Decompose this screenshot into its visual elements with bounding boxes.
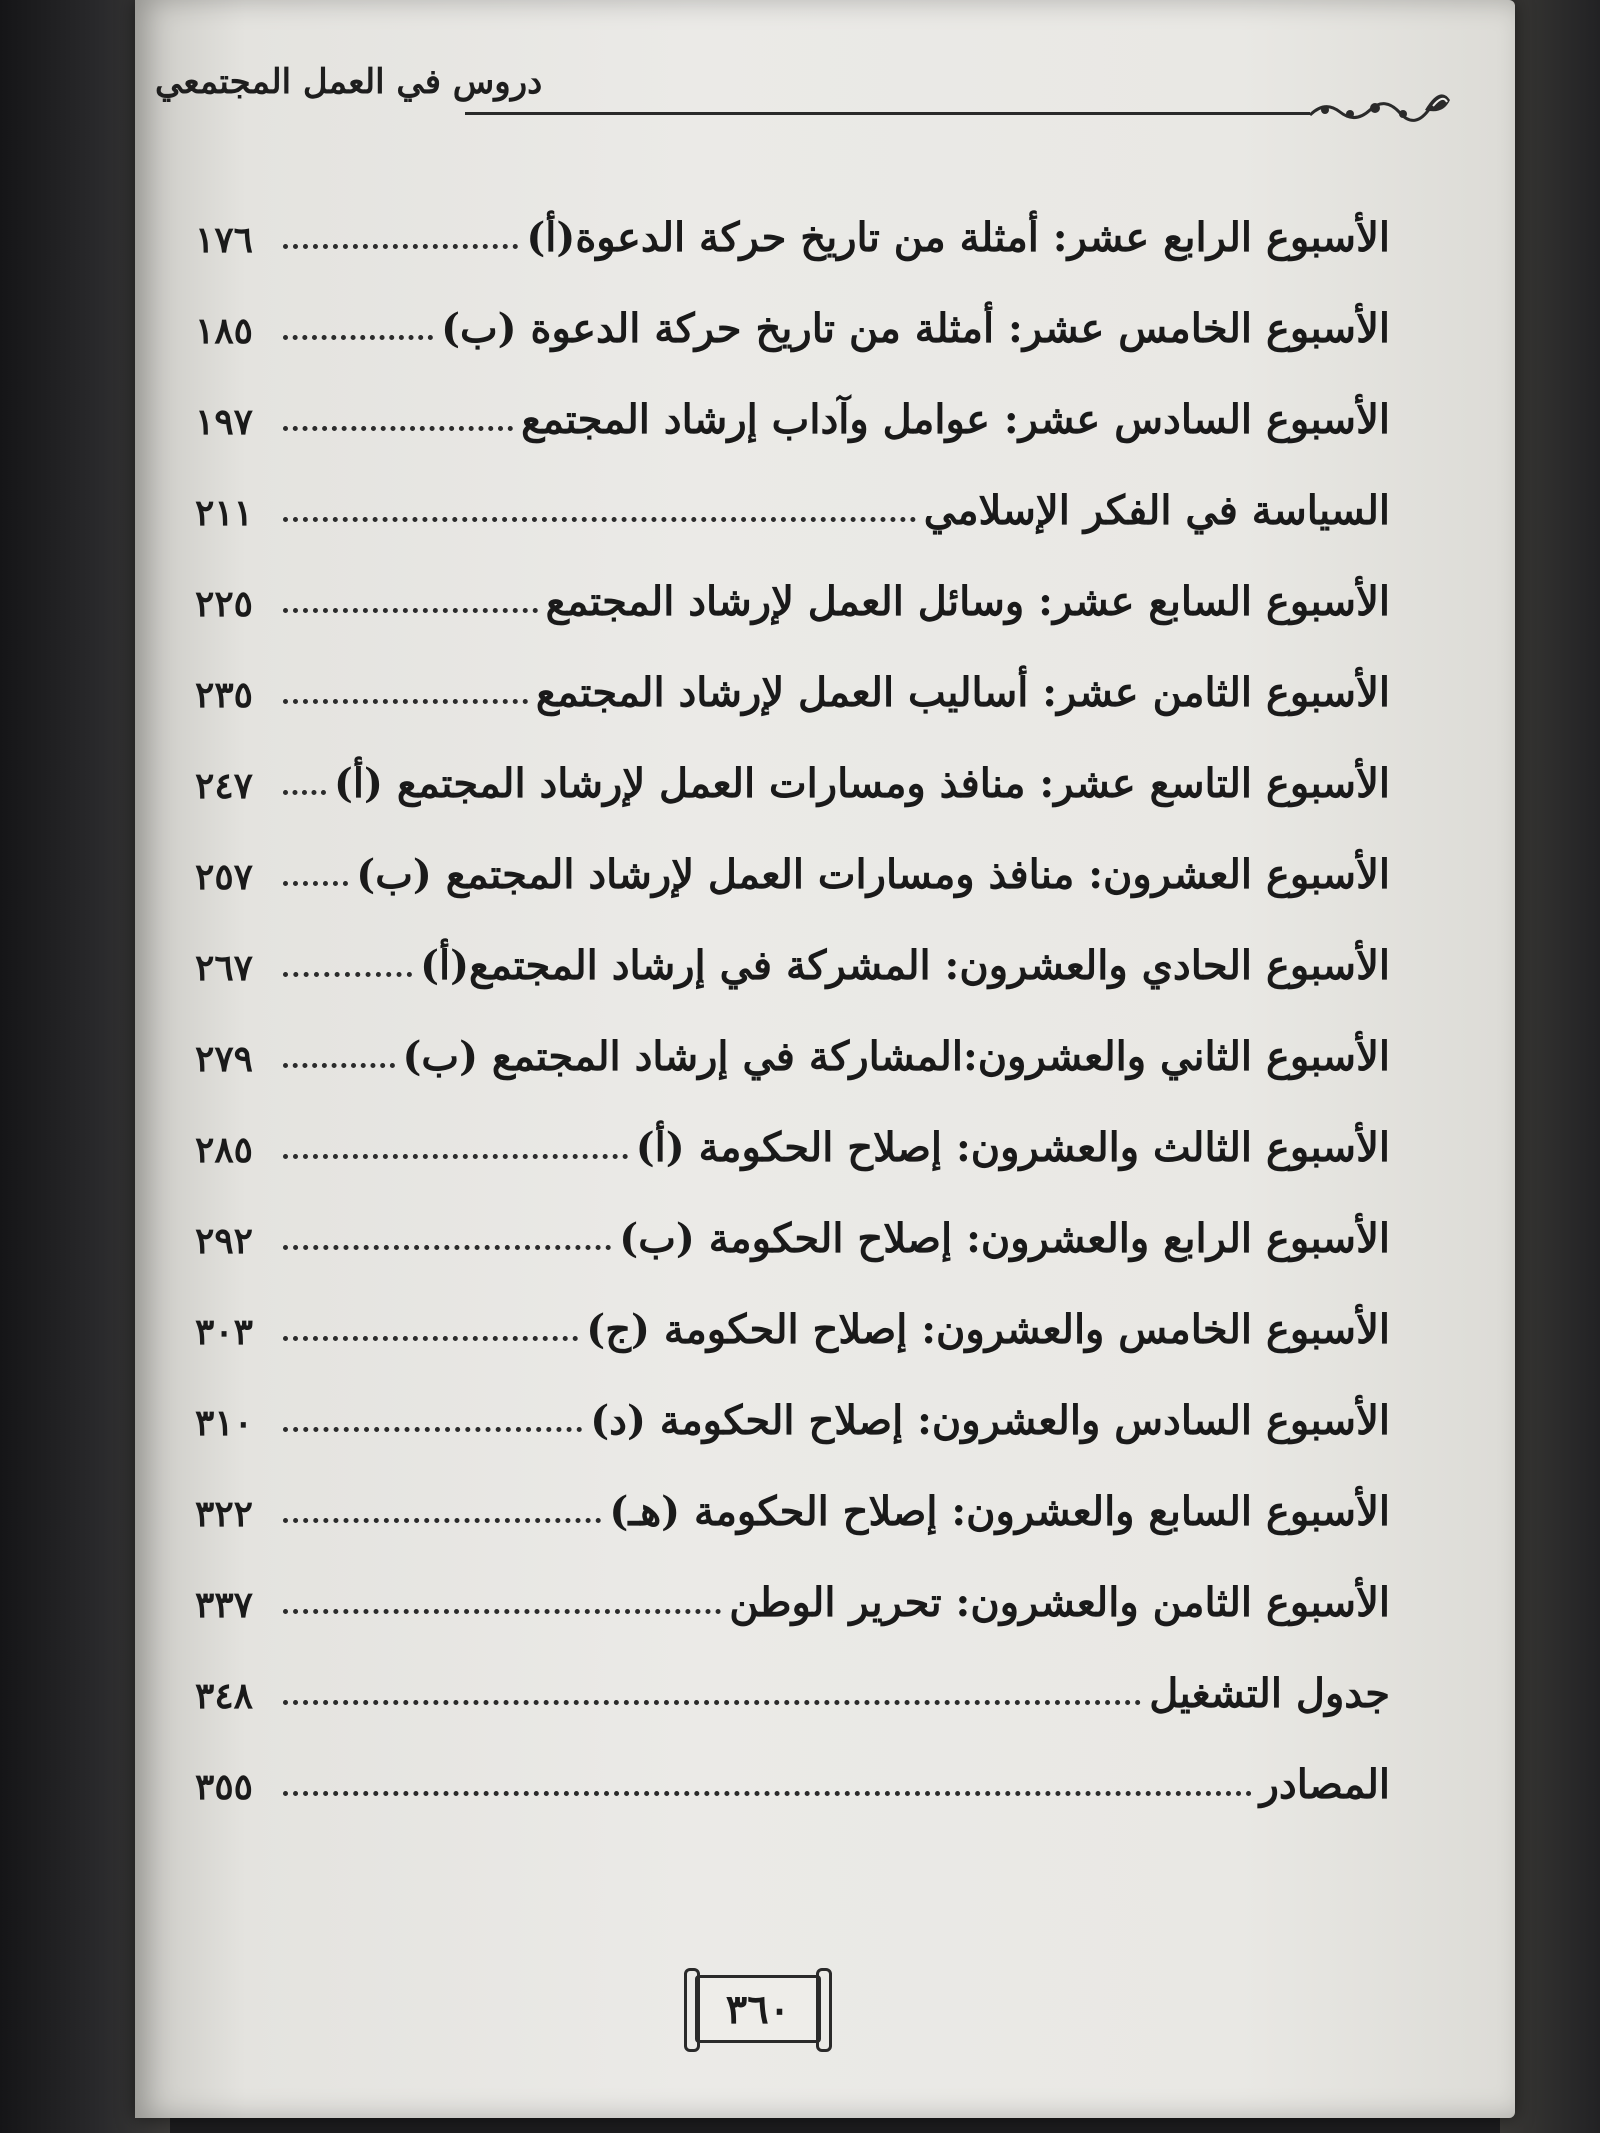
toc-entry-page: ٢٧٩ xyxy=(195,1038,254,1080)
page-number: ٣٦٠ xyxy=(695,1975,821,2043)
toc-entry xyxy=(195,261,1390,352)
toc-entry xyxy=(195,989,1390,1080)
toc-leader-dots xyxy=(283,335,433,340)
toc-entry-title: الأسبوع الرابع والعشرون: إصلاح الحكومة (ب) xyxy=(619,1215,1390,1262)
toc-entry-page: ٢٣٥ xyxy=(195,674,254,716)
toc-entry-page: ٣٥٥ xyxy=(195,1766,254,1808)
book-page xyxy=(135,0,1515,2118)
toc-leader-dots xyxy=(283,1063,395,1068)
desk-background-right xyxy=(1500,0,1600,2133)
toc-leader-dots xyxy=(283,517,916,522)
toc-entry-page: ١٨٥ xyxy=(195,310,254,352)
table-of-contents xyxy=(195,170,1390,1808)
toc-entry xyxy=(195,1353,1390,1444)
toc-leader-dots xyxy=(283,1791,1252,1796)
toc-leader-dots xyxy=(283,426,513,431)
toc-entry xyxy=(195,1535,1390,1626)
toc-entry xyxy=(195,625,1390,716)
toc-entry-page: ٣٢٢ xyxy=(195,1493,254,1535)
header-rule xyxy=(465,112,1310,115)
toc-leader-dots xyxy=(283,972,412,977)
toc-entry-page: ٣٣٧ xyxy=(195,1584,254,1626)
toc-entry-page: ٣١٠ xyxy=(195,1402,254,1444)
toc-entry-title: الأسبوع الخامس والعشرون: إصلاح الحكومة (ج) xyxy=(586,1306,1390,1353)
toc-entry-page: ٢٦٧ xyxy=(195,947,254,989)
toc-entry xyxy=(195,534,1390,625)
toc-entry-title: الأسبوع الثالث والعشرون: إصلاح الحكومة (أ) xyxy=(635,1124,1390,1171)
toc-leader-dots xyxy=(283,608,538,613)
toc-entry xyxy=(195,1262,1390,1353)
toc-leader-dots xyxy=(283,1518,601,1523)
toc-entry-title: الأسبوع السادس والعشرون: إصلاح الحكومة (د) xyxy=(590,1397,1390,1444)
toc-entry-page: ٢٥٧ xyxy=(195,856,254,898)
toc-entry-title: الأسبوع الثامن والعشرون: تحرير الوطن xyxy=(729,1579,1390,1626)
toc-leader-dots xyxy=(283,790,326,795)
toc-leader-dots xyxy=(283,244,518,249)
toc-entry-page: ٢٨٥ xyxy=(195,1129,254,1171)
toc-entry-title: الأسبوع العشرون: منافذ ومسارات العمل لإرشاد المجتمع (ب) xyxy=(356,851,1390,898)
toc-entry xyxy=(195,807,1390,898)
toc-leader-dots xyxy=(283,1700,1141,1705)
toc-entry-title: جدول التشغيل xyxy=(1149,1670,1390,1717)
toc-entry-page: ١٧٦ xyxy=(195,219,254,261)
toc-leader-dots xyxy=(283,699,528,704)
toc-entry xyxy=(195,1444,1390,1535)
toc-entry xyxy=(195,1080,1390,1171)
toc-entry xyxy=(195,352,1390,443)
toc-entry-title: الأسبوع التاسع عشر: منافذ ومسارات العمل لإرشاد المجتمع (أ) xyxy=(333,760,1390,807)
toc-entry xyxy=(195,170,1390,261)
toc-entry-title: الأسبوع السابع والعشرون: إصلاح الحكومة (هـ) xyxy=(609,1488,1390,1535)
toc-entry-title: الأسبوع الثاني والعشرون:المشاركة في إرشاد المجتمع (ب) xyxy=(402,1033,1390,1080)
toc-entry xyxy=(195,1626,1390,1717)
toc-leader-dots xyxy=(283,1154,628,1159)
toc-entry-page: ٢٤٧ xyxy=(195,765,254,807)
toc-leader-dots xyxy=(283,1245,611,1250)
toc-entry xyxy=(195,716,1390,807)
running-title: دروس في العمل المجتمعي xyxy=(155,62,543,102)
toc-entry-page: ٣٠٣ xyxy=(195,1311,254,1353)
toc-leader-dots xyxy=(283,881,348,886)
toc-entry xyxy=(195,443,1390,534)
page-header xyxy=(155,62,1445,132)
toc-entry xyxy=(195,898,1390,989)
toc-entry-title: السياسة في الفكر الإسلامي xyxy=(923,487,1390,534)
toc-entry-title: الأسبوع الثامن عشر: أساليب العمل لإرشاد المجتمع xyxy=(535,669,1390,716)
toc-leader-dots xyxy=(283,1336,578,1341)
toc-entry-title: الأسبوع السابع عشر: وسائل العمل لإرشاد المجتمع xyxy=(545,578,1390,625)
toc-entry-title: الأسبوع السادس عشر: عوامل وآداب إرشاد المجتمع xyxy=(521,396,1390,443)
floral-ornament-icon xyxy=(1305,80,1455,130)
toc-entry xyxy=(195,1171,1390,1262)
toc-entry-title: الأسبوع الحادي والعشرون: المشركة في إرشاد المجتمع(أ) xyxy=(420,942,1390,989)
toc-entry xyxy=(195,1717,1390,1808)
toc-entry-title: الأسبوع الخامس عشر: أمثلة من تاريخ حركة الدعوة (ب) xyxy=(441,305,1390,352)
toc-entry-page: ٢٢٥ xyxy=(195,583,254,625)
toc-entry-title: المصادر xyxy=(1259,1761,1390,1808)
toc-entry-page: ٢١١ xyxy=(195,492,254,534)
toc-entry-title: الأسبوع الرابع عشر: أمثلة من تاريخ حركة الدعوة(أ) xyxy=(526,214,1390,261)
toc-leader-dots xyxy=(283,1427,582,1432)
toc-entry-page: ١٩٧ xyxy=(195,401,254,443)
toc-entry-page: ٢٩٢ xyxy=(195,1220,254,1262)
toc-leader-dots xyxy=(283,1609,721,1614)
toc-entry-page: ٣٤٨ xyxy=(195,1675,254,1717)
